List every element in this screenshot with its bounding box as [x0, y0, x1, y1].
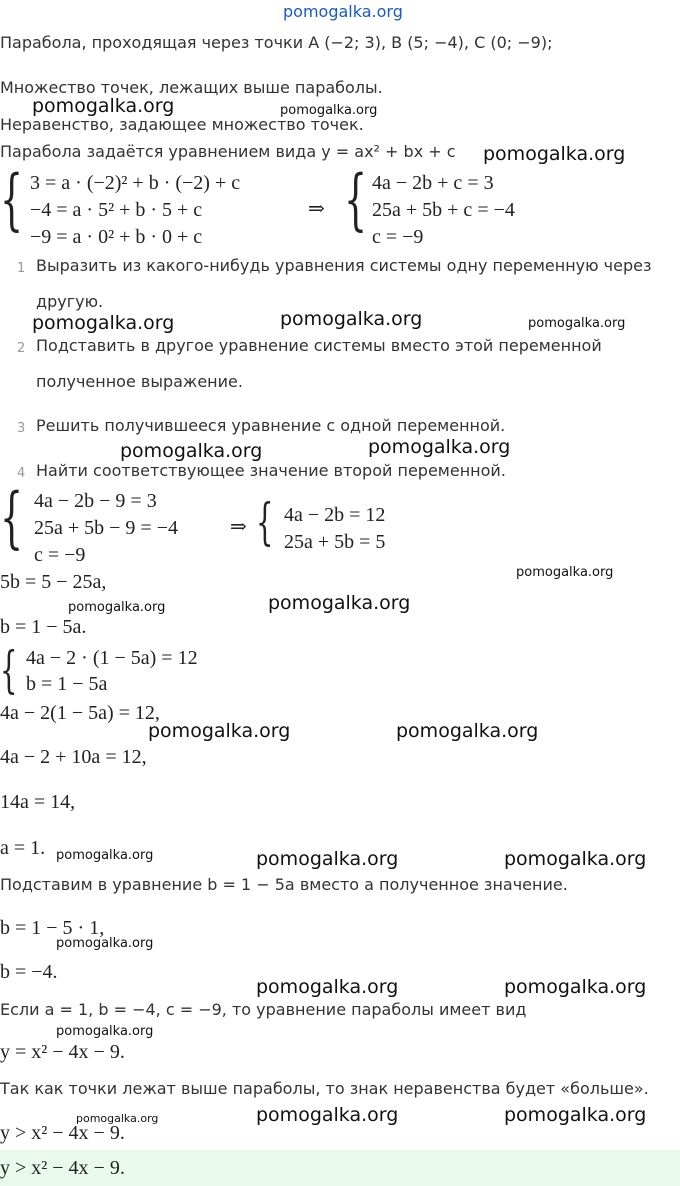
watermark: pomogalka.org	[256, 976, 399, 998]
watermark: pomogalka.org	[268, 592, 411, 614]
step-line: Найти соответствующее значение второй переменной.	[36, 461, 506, 480]
system3-eq2: b = 1 − 5a	[26, 673, 108, 695]
system1-right-eq3: c = −9	[372, 226, 424, 248]
step-line: Выразить из какого-нибудь уравнения системы одну переменную через	[36, 256, 652, 275]
watermark: pomogalka.org	[528, 316, 626, 331]
system1-right	[372, 170, 515, 251]
watermark: pomogalka.org	[504, 1104, 647, 1126]
set-text: Множество точек, лежащих выше параболы.	[0, 78, 383, 97]
system3-brace: {	[0, 641, 18, 699]
step-line: другую.	[36, 292, 104, 311]
system3-eq1: 4a − 2 · (1 − 5a) = 12	[26, 647, 198, 669]
watermark: pomogalka.org	[256, 1104, 399, 1126]
step-number: 3	[17, 421, 26, 436]
watermark: pomogalka.org	[368, 436, 511, 458]
watermark: pomogalka.org	[396, 720, 539, 742]
answer: y > x² − 4x − 9.	[0, 1157, 125, 1179]
system2-right-eq2: 25a + 5b = 5	[284, 531, 386, 553]
watermark: pomogalka.org	[148, 720, 291, 742]
watermark: pomogalka.org	[483, 143, 626, 165]
system1-left-eq3: −9 = a · 0² + b · 0 + c	[30, 226, 203, 248]
system1-right-eq2: 25a + 5b + c = −4	[372, 199, 515, 221]
watermark: pomogalka.org	[504, 976, 647, 998]
equation-line: 5b = 5 − 25a,	[0, 571, 107, 593]
step-line: Решить получившееся уравнение с одной переменной.	[36, 416, 506, 435]
equation-line: 4a − 2(1 − 5a) = 12,	[0, 702, 160, 724]
if-text: Если a = 1, b = −4, c = −9, то уравнение параболы имеет вид	[0, 1000, 527, 1019]
step-number: 4	[17, 466, 26, 481]
system2-right-brace: {	[256, 493, 274, 551]
system2-left	[34, 488, 178, 569]
system2-left-brace: {	[0, 479, 24, 556]
watermark: pomogalka.org	[504, 848, 647, 870]
watermark: pomogalka.org	[280, 103, 378, 118]
watermark: pomogalka.org	[256, 848, 399, 870]
implies-arrow-2: ⇒	[230, 514, 247, 538]
watermark: pomogalka.org	[68, 600, 166, 615]
step-line: Подставить в другое уравнение системы вместо этой переменной	[36, 336, 602, 355]
equation-line: b = −4.	[0, 961, 58, 983]
watermark: pomogalka.org	[56, 848, 154, 863]
system2-left-eq3: c = −9	[34, 544, 86, 566]
equation-line: b = 1 − 5 · 1,	[0, 917, 105, 939]
watermark: pomogalka.org	[120, 440, 263, 462]
equation-line: y > x² − 4x − 9.	[0, 1122, 125, 1144]
equation-line: 4a − 2 + 10a = 12,	[0, 746, 147, 768]
system1-left-eq2: −4 = a · 5² + b · 5 + c	[30, 199, 203, 221]
equation-line: 14a = 14,	[0, 791, 76, 813]
watermark: pomogalka.org	[32, 95, 175, 117]
system1-right-brace: {	[344, 161, 368, 238]
system2-right	[284, 502, 385, 556]
implies-arrow-1: ⇒	[308, 196, 325, 220]
step-line: полученное выражение.	[36, 372, 243, 391]
step-number: 1	[17, 261, 26, 276]
system1-right-eq1: 4a − 2b + c = 3	[372, 172, 494, 194]
system1-left	[30, 170, 240, 251]
subst-text: Подставим в уравнение b = 1 − 5a вместо a полученное значение.	[0, 875, 568, 894]
system3	[26, 645, 198, 697]
system2-left-eq2: 25a + 5b − 9 = −4	[34, 517, 178, 539]
watermark: pomogalka.org	[56, 1024, 154, 1039]
equation-line: y = x² − 4x − 9.	[0, 1041, 125, 1063]
watermark: pomogalka.org	[76, 1112, 159, 1125]
watermark: pomogalka.org	[280, 308, 423, 330]
watermark: pomogalka.org	[516, 565, 614, 580]
watermark: pomogalka.org	[32, 312, 175, 334]
system2-right-eq1: 4a − 2b = 12	[284, 504, 386, 526]
system1-left-brace: {	[0, 161, 24, 238]
watermark: pomogalka.org	[56, 936, 154, 951]
step-number: 2	[17, 341, 26, 356]
inequality-text: Неравенство, задающее множество точек.	[0, 115, 364, 134]
equation-line: a = 1.	[0, 837, 46, 859]
sign-text: Так как точки лежат выше параболы, то знак неравенства будет «больше».	[0, 1079, 649, 1098]
equation-line: b = 1 − 5a.	[0, 616, 87, 638]
form-text: Парабола задаётся уравнением вида y = ax² + bx + c	[0, 142, 456, 161]
site-link[interactable]: pomogalka.org	[283, 2, 403, 21]
intro-text: Парабола, проходящая через точки A (−2; 3), B (5; −4), C (0; −9);	[0, 33, 553, 52]
system2-left-eq1: 4a − 2b − 9 = 3	[34, 490, 157, 512]
system1-left-eq1: 3 = a · (−2)² + b · (−2) + c	[30, 172, 241, 194]
